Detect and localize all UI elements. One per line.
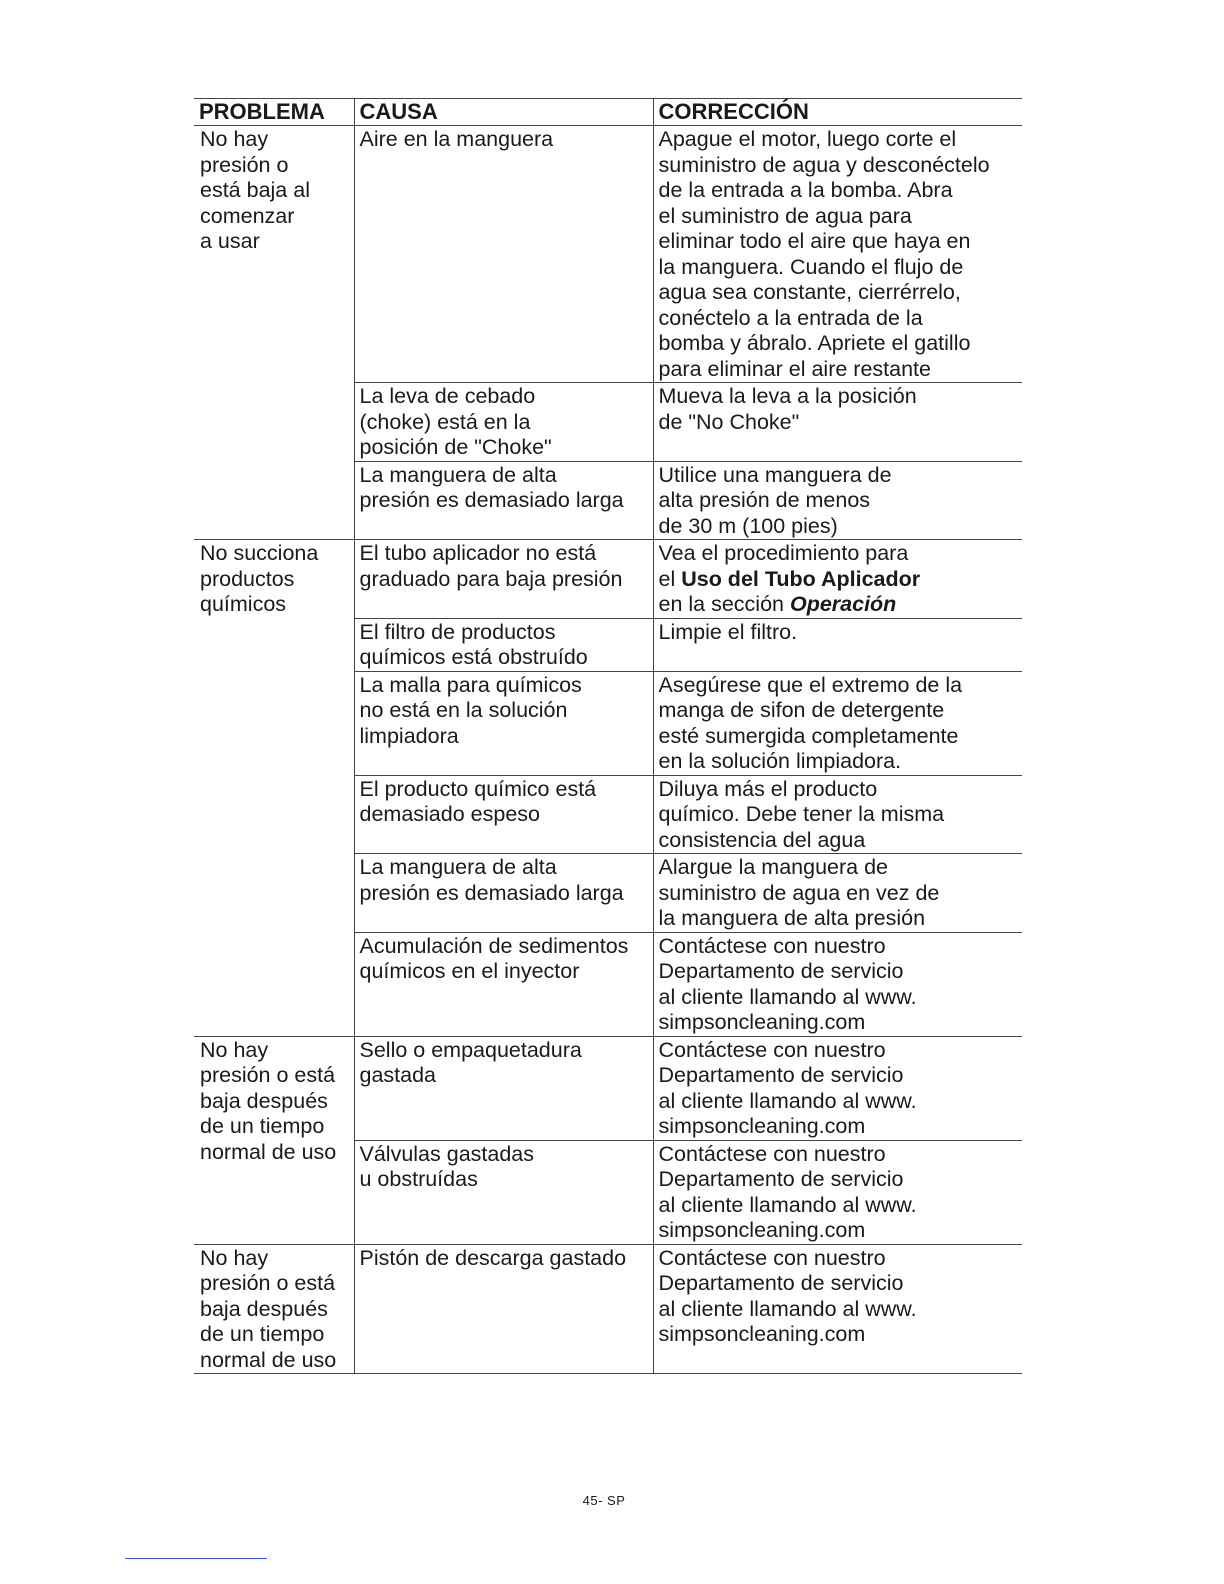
- correction-cell: Utilice una manguera de alta presión de menos de 30 m (100 pies): [653, 461, 1022, 540]
- correction-cell: Contáctese con nuestro Departamento de servicio al cliente llamando al www. simpsoncleaning.com: [653, 1036, 1022, 1140]
- correction-text: en la sección: [658, 592, 790, 616]
- correction-cell: Alargue la manguera de suministro de agua en vez de la manguera de alta presión: [653, 854, 1022, 933]
- page-number: 45- SP: [582, 1493, 626, 1508]
- correction-cell: Mueva la leva a la posición de "No Choke": [653, 383, 1022, 462]
- correction-cell: Limpie el filtro.: [653, 618, 1022, 671]
- problem-cell: No hay presión o está baja después de un tiempo normal de uso: [194, 1244, 354, 1374]
- correction-cell: Diluya más el producto químico. Debe tener la misma consistencia del agua: [653, 775, 1022, 854]
- cause-cell: Aire en la manguera: [354, 126, 653, 383]
- correction-cell: Asegúrese que el extremo de la manga de sifon de detergente esté sumergida completamente en la solución limpiadora.: [653, 671, 1022, 775]
- correction-cell: Apague el motor, luego corte el suministro de agua y desconéctelo de la entrada a la bomba. Abra el suministro de agua para eliminar todo el aire que haya en la manguera. Cuando el flujo de agua sea constante, cierrérrelo, conéctelo a la entrada de la bomba y ábralo. Apriete el gatillo para eliminar el aire restante: [653, 126, 1022, 383]
- correction-text: el: [658, 566, 682, 591]
- cause-cell: Válvulas gastadas u obstruídas: [354, 1140, 653, 1244]
- correction-line: Vea el procedimiento para: [658, 541, 909, 565]
- cause-cell: Acumulación de sedimentos químicos en el inyector: [354, 932, 653, 1036]
- section-reference: Uso del Tubo Aplicador: [681, 566, 921, 591]
- cause-cell: La malla para químicos no está en la solución limpiadora: [354, 671, 653, 775]
- correction-cell: [653, 540, 1022, 619]
- correction-cell: Contáctese con nuestro Departamento de servicio al cliente llamando al www. simpsoncleaning.com: [653, 932, 1022, 1036]
- problem-cell: No hay presión o está baja al comenzar a usar: [194, 126, 354, 540]
- cause-cell: La leva de cebado (choke) está en la posición de "Choke": [354, 383, 653, 462]
- cause-cell: El producto químico está demasiado espeso: [354, 775, 653, 854]
- problem-cell: No hay presión o está baja después de un tiempo normal de uso: [194, 1036, 354, 1244]
- troubleshooting-table: [194, 98, 1022, 1374]
- correction-cell: Contáctese con nuestro Departamento de servicio al cliente llamando al www. simpsoncleaning.com: [653, 1244, 1022, 1374]
- header-row: [194, 99, 1022, 126]
- header-cause: CAUSA: [354, 99, 653, 126]
- bottom-rule: [125, 1558, 267, 1559]
- cause-cell: La manguera de alta presión es demasiado larga: [354, 854, 653, 933]
- section-name: Operación: [789, 592, 897, 616]
- correction-cell: Contáctese con nuestro Departamento de servicio al cliente llamando al www. simpsoncleaning.com: [653, 1140, 1022, 1244]
- cause-cell: El filtro de productos químicos está obstruído: [354, 618, 653, 671]
- cause-cell: La manguera de alta presión es demasiado larga: [354, 461, 653, 540]
- table-row: [194, 126, 1022, 383]
- header-correction: CORRECCIÓN: [653, 99, 1022, 126]
- problem-cell: No succiona productos químicos: [194, 540, 354, 1037]
- table-row: [194, 540, 1022, 619]
- table-row: [194, 1036, 1022, 1140]
- cause-cell: Sello o empaquetadura gastada: [354, 1036, 653, 1140]
- cause-cell: Pistón de descarga gastado: [354, 1244, 653, 1374]
- header-problem: PROBLEMA: [194, 99, 354, 126]
- table-row: [194, 1244, 1022, 1374]
- cause-cell: El tubo aplicador no está graduado para baja presión: [354, 540, 653, 619]
